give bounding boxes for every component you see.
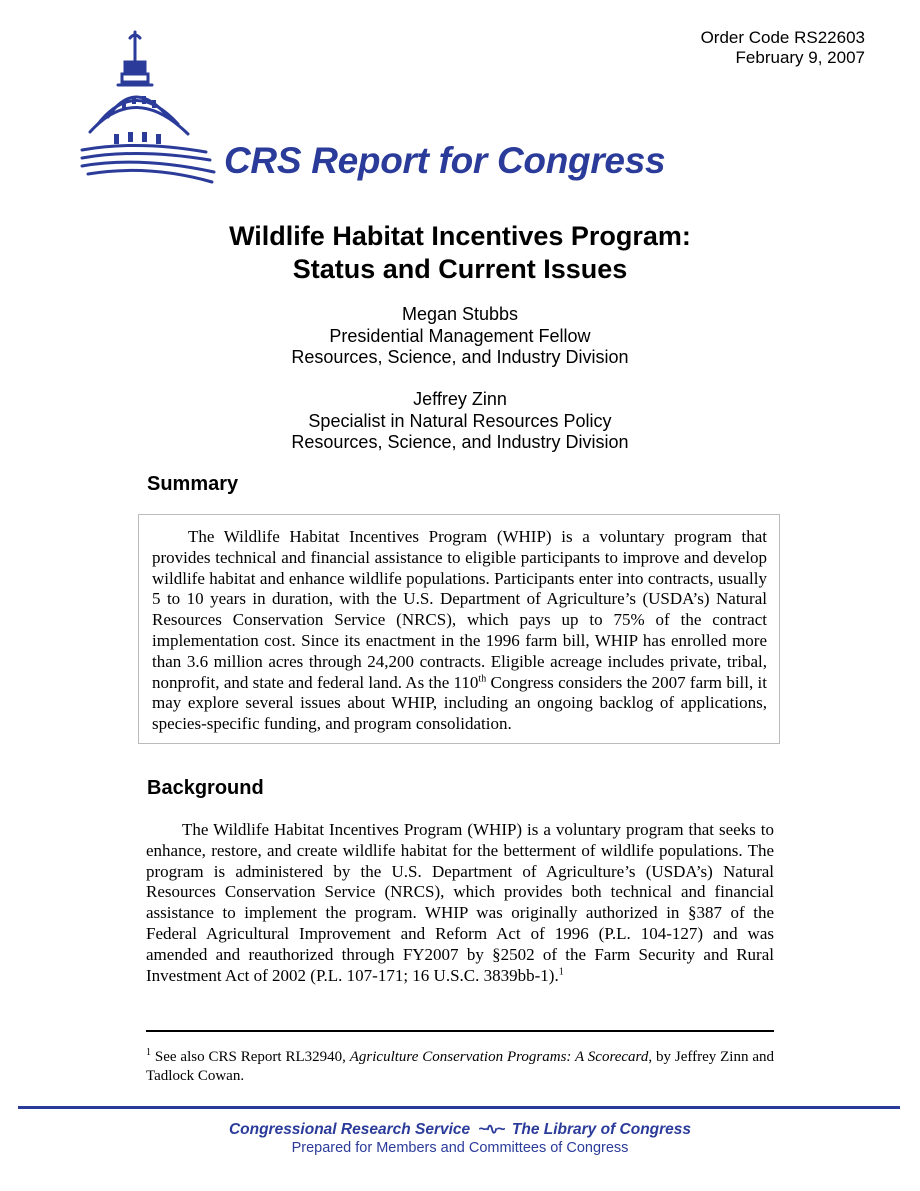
background-text: The Wildlife Habitat Incentives Program (WHIP) is a voluntary program that seeks to enhance, restore, and create wildlife habitat for the betterment of wildlife populations. The program is administered by the U.S. Department of Agriculture’s (USDA’s) Natural Resources Conservation Service (NRCS), which provides both technical and financial assistance to implement the program. WHIP was originally authorized in §387 of the Federal Agricultural Improvement and Reform Act of 1996 (P.L. 104-127) and was amended and reauthorized through FY2007 by §2502 of the Farm Security and Rural Investment Act of 2002 (P.L. 107-171; 16 U.S.C. 3839bb-1). <box>146 820 774 985</box>
summary-text-part: The Wildlife Habitat Incentives Program (WHIP) is a voluntary program that provides technical and financial assistance to eligible participants to improve and develop wildlife habitat and enhance wildlife populations. Participants enter into contracts, usually 5 to 10 years in duration, with the U.S. Department of Agriculture’s (USDA’s) Natural Resources Conservation Service (NRCS), which pays up to 75% of the contract implementation cost. Since its enactment in the 1996 farm bill, WHIP has enrolled more than 3.6 million acres through 24,200 contracts. Eligible acreage includes private, tribal, nonprofit, and state and federal land. As the 110 <box>152 527 767 692</box>
author-block <box>0 389 920 454</box>
author-division: Resources, Science, and Industry Division <box>291 432 629 452</box>
library-ornament-icon: ~∿~ <box>478 1121 504 1138</box>
footer-loc: The Library of Congress <box>511 1121 692 1138</box>
footnote-marker: 1 <box>146 1047 151 1058</box>
author-division: Resources, Science, and Industry Division <box>291 347 629 367</box>
author-block <box>0 304 920 369</box>
capitol-dome-icon <box>78 22 218 187</box>
footnote-divider <box>146 1030 774 1032</box>
footer-divider <box>18 1106 900 1109</box>
summary-text-part: Congress considers the 2007 farm bill, it may explore several issues about WHIP, including an ongoing backlog of applications, species-specific funding, and program consolidation. <box>152 672 767 734</box>
background-paragraph <box>146 820 774 986</box>
footnote <box>146 1048 774 1086</box>
author-role: Presidential Management Fellow <box>329 325 591 346</box>
footer-organizations <box>0 1120 920 1139</box>
footer-subtitle: Prepared for Members and Committees of Congress <box>291 1140 629 1156</box>
footnote-text: See also CRS Report RL32940, <box>151 1049 350 1065</box>
title-line-1: Wildlife Habitat Incentives Program: <box>229 221 691 251</box>
footnote-text: , by Jeffrey Zinn and Tadlock Cowan. <box>146 1049 775 1084</box>
background-heading: Background <box>147 777 264 799</box>
document-title <box>0 220 920 286</box>
footnote-reference[interactable]: 1 <box>558 965 564 977</box>
author-name: Jeffrey Zinn <box>413 389 507 409</box>
footnote-cited-title: Agriculture Conservation Programs: A Scorecard <box>349 1049 649 1065</box>
author-name: Megan Stubbs <box>401 304 519 324</box>
summary-heading: Summary <box>147 473 239 495</box>
footer-crs: Congressional Research Service <box>228 1121 471 1138</box>
report-date: February 9, 2007 <box>735 48 865 67</box>
summary-box <box>138 514 780 744</box>
title-line-2: Status and Current Issues <box>292 254 628 284</box>
report-brand-title: CRS Report for Congress <box>224 140 666 181</box>
ordinal-superscript: th <box>478 672 487 684</box>
order-code: Order Code RS22603 <box>700 28 865 47</box>
summary-paragraph <box>152 527 767 735</box>
order-info <box>701 28 865 68</box>
author-role: Specialist in Natural Resources Policy <box>308 410 612 431</box>
